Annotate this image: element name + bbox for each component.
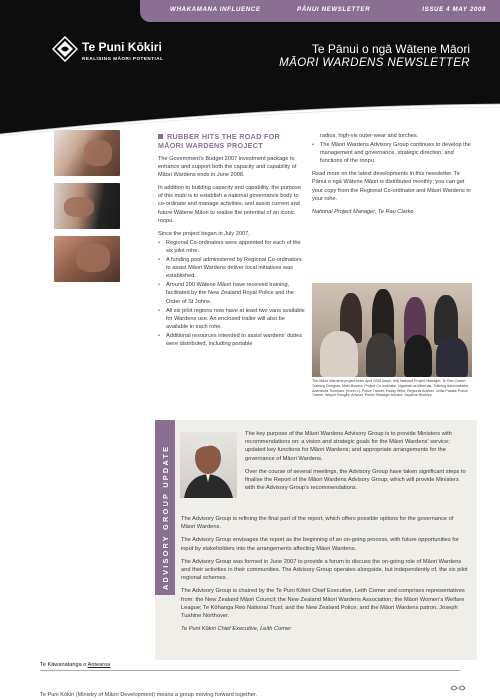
tab-newsletter: PĀNUI NEWSLETTER — [297, 6, 371, 13]
list-item: • Regional Co-ordinators were appointed for each of the six pilot rohe. — [158, 239, 306, 255]
advisory-paragraph: Over the course of several meetings, the Advisory Group have taken significant steps to finalise the Report of the Māori Wardens Advisory Group, which will provide Ministers with the Advisory Group's recommendations. — [245, 468, 466, 492]
advisory-paragraph: The Advisory Group is refining the final part of the report, which offers possible options for the governance of Māori Wardens. — [181, 516, 454, 531]
article-paragraph: In addition to building capacity and capability, the purpose of this mahi is to establish a national governance body to co-ordinate and manage activities, and assist current and future Wātene Māori to realise the potential of an iconic roopu. — [158, 185, 301, 224]
government-logo-text: Te Kāwanatanga o Aotearoa — [40, 662, 111, 668]
list-item: • Additional resources intended to assist wardens' duties were distributed, including portable — [158, 332, 306, 348]
list-item: • A funding pool administered by Regional Co-ordinators to assist Māori Wardens deliver local initiatives was established. — [158, 256, 306, 280]
list-item: • The Māori Wardens Advisory Group continues to develop the management and governance, strategic direction, and functions of the roopu. — [312, 141, 472, 165]
article-byline: National Project Manager, Te Rau Clarke — [312, 208, 414, 215]
chief-executive-portrait — [180, 432, 237, 498]
article-bullet-list — [158, 239, 306, 348]
te-puni-kokiri-logo-icon — [52, 36, 78, 62]
issue-label: ISSUE 4 MAY 2008 — [422, 6, 486, 13]
advisory-vertical-label: ADVISORY GROUP UPDATE — [161, 444, 170, 590]
masthead-title-maori: Te Pānui o ngā Wātene Māori — [311, 42, 470, 56]
advisory-text-bottom — [181, 515, 469, 638]
advisory-paragraph: The key purpose of the Māori Wardens Advisory Group is to provide Ministers with recommendations on: a vision and strategic goals for the Māori Wardens' service; updated key functions for Māori Wardens; and appropriate arrangements for the governance of Māori Wardens. — [245, 431, 452, 462]
tab-influence: WHAKAMANA INFLUENCE — [170, 6, 261, 13]
koru-ornament-icon — [450, 684, 466, 692]
article-bullet-list — [312, 141, 472, 165]
list-item: • All six pilot regions now have at least two vans available for Wardens use. An enclosed trailer will also be available in each rohe. — [158, 307, 306, 331]
article-paragraph: radios, high-vis outer-wear and torches. — [320, 133, 419, 139]
article-title: RUBBER HITS THE ROAD FOR MĀORI WARDENS PROJECT — [158, 132, 281, 150]
article-paragraph: Read more on the latest developments in this newsletter. Te Pānui o ngā Wātene Māori is distributed monthly; you can get your copy from the Regional Co-ordinator and Māori Wardens in your rohe. — [312, 171, 471, 202]
footer-divider — [40, 670, 460, 671]
logo-tagline: REALISING MĀORI POTENTIAL — [82, 56, 164, 61]
footer-tagline: Te Puni Kōkiri (Ministry of Māori Development) means a group moving forward together. — [40, 692, 258, 698]
list-item: • Around 200 Wātene Māori have received training, facilitated by the New Zealand Royal Police and the Order of St Johns. — [158, 281, 306, 305]
photo-caption: The Māori Wardens project team April 2008 (back, left) National Project Manager, Te Rau Clarke; Training Designer, Mahi Buoma; Project Co-ordinator, Ngahuia ua Mkernas, Training Administrator, Adenekea Tinomaru. (front l-r): Police Trainer, Paddy Whiu; Regional Adviser, Urbia Parata; Police Trainer, Wayne Rangihi; Adviser, Police Strategic Advisor, Jaydene Buckley. — [312, 379, 469, 398]
article-column-1 — [158, 132, 306, 349]
advisory-paragraph: The Advisory Group envisages the report as the beginning of an on-going process, with future opportunities for input by stakeholders into the arrangements affecting Māori Wardens. — [181, 537, 459, 552]
photo-hands-3 — [54, 236, 120, 282]
article-paragraph: Since the project began in July 2007, — [158, 230, 250, 237]
advisory-paragraph: The Advisory Group is chaired by the Te Puni Kōkiri Chief Executive, Leith Comer and comprises representatives from: the New Zealand Māori Council; the New Zealand Māori Wardens Association; the Māori Women's Welfare League; Te Kōhanga Reo National Trust; and the New Zealand Police; and the Māori Wardens patron, Joseph Tuahine Northover. — [181, 588, 465, 620]
logo-name: Te Puni Kōkiri — [82, 40, 162, 54]
masthead-title-english: MĀORI WARDENS NEWSLETTER — [279, 57, 470, 69]
masthead-header — [0, 0, 500, 100]
photo-hands-2 — [54, 183, 120, 229]
photo-hands-1 — [54, 130, 120, 176]
article-paragraph: The Government's Budget 2007 investment package to enhance and support both the capacity and capability of Māori Wardens ends in June 2008. — [158, 156, 297, 179]
advisory-text-top — [245, 430, 469, 497]
advisory-paragraph: The Advisory Group was formed in June 2007 to provide a forum to discuss the on-going role of Māori Wardens and their activities in their communities. The Advisory Group operates alongside, but independently of, the six pilot regional schemes. — [181, 558, 468, 582]
square-bullet-icon — [158, 134, 163, 139]
portrait-figure-icon — [180, 432, 237, 498]
advisory-byline: Te Puni Kōkiri Chief Executive, Leith Comer — [181, 626, 292, 633]
article-column-2 — [312, 132, 472, 221]
project-team-photo — [312, 283, 472, 377]
header-tab-strip — [140, 0, 500, 22]
